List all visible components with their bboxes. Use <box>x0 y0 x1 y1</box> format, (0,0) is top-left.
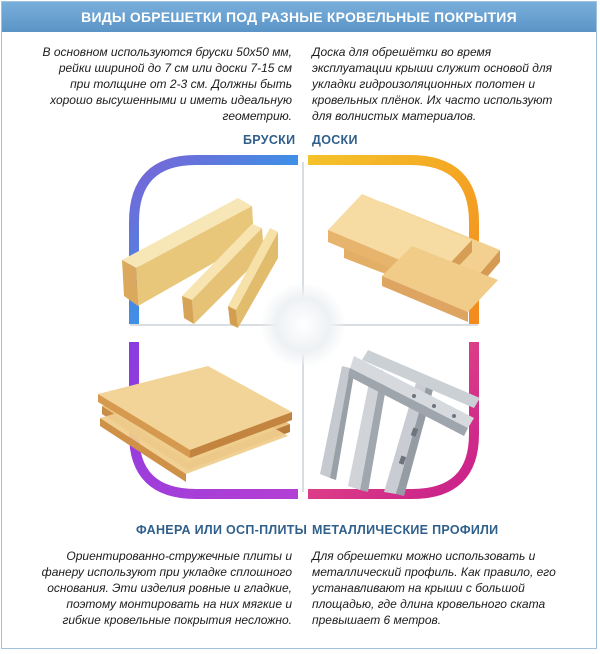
bars-label: БРУСКИ <box>243 133 296 147</box>
metal-label: МЕТАЛЛИЧЕСКИЕ ПРОФИЛИ <box>312 523 499 537</box>
bars-description: В основном используются бруски 50х50 мм, рейки шириной до 7 см или доски 7-15 см при толщине от 2-3 см. Должны быть хорошо высушенными и иметь идеальную геометрию. <box>42 45 292 123</box>
plywood-sheets-image <box>96 366 296 486</box>
wooden-bars-image <box>110 188 280 338</box>
wooden-boards-image <box>322 196 502 326</box>
page-title: ВИДЫ ОБРЕШЕТКИ ПОД РАЗНЫЕ КРОВЕЛЬНЫЕ ПОКРЫТИЯ <box>2 2 596 32</box>
infographic-frame <box>1 1 597 649</box>
boards-label: ДОСКИ <box>312 133 358 147</box>
metal-profiles-image <box>314 346 484 496</box>
plywood-description: Ориентированно-стружечные плиты и фанеру используют при укладке сплошного основания. Эти изделия ровные и гладкие, поэтому монтировать на них мягкие и гибкие кровельные покрытия несложно. <box>41 549 292 627</box>
metal-description: Для обрешетки можно использовать и металлический профиль. Как правило, его устанавливают на крыши с большой площадью, где длина кровельного ската превышает 6 метров. <box>312 549 556 627</box>
plywood-label: ФАНЕРА ИЛИ ОСП-ПЛИТЫ <box>136 523 308 537</box>
boards-description: Доска для обрешётки во время эксплуатации крыши служит основой для укладки гидроизоляционных полотен и кровельных плёнок. Их часто используют для волнистых материалов. <box>312 45 553 123</box>
